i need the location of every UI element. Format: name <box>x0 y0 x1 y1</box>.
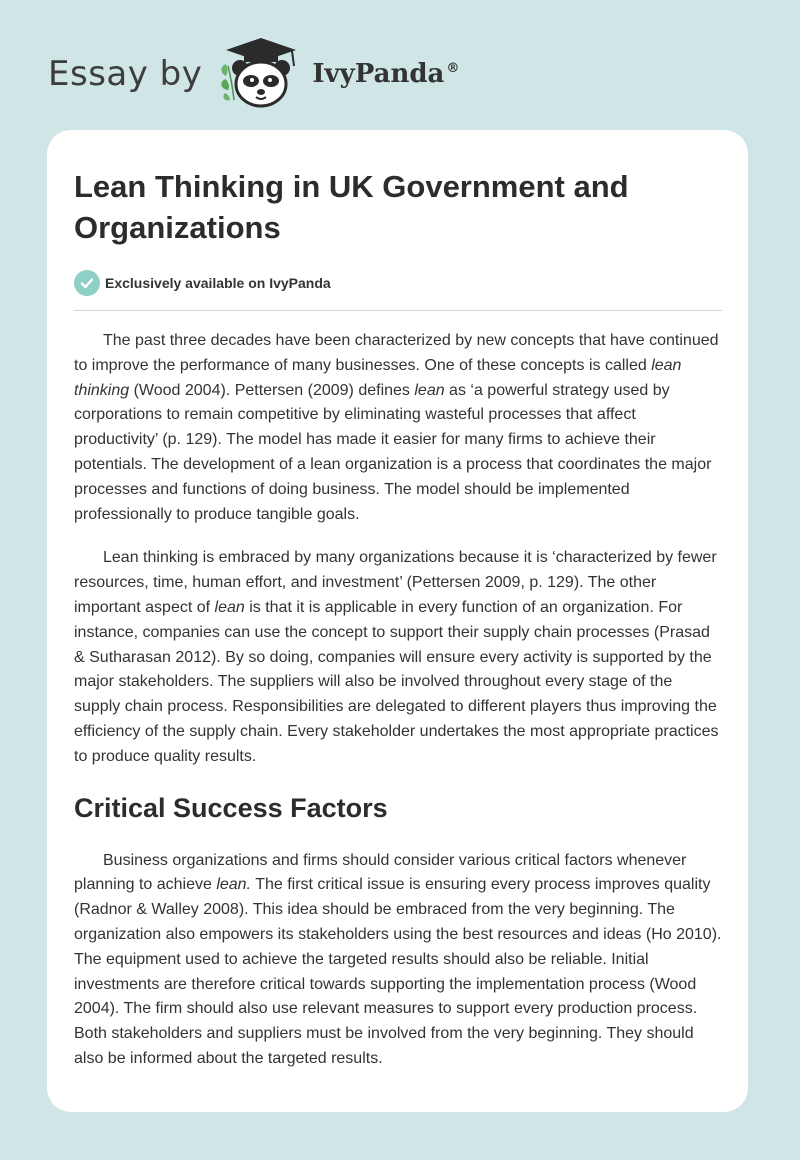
registered-mark: ® <box>446 61 460 77</box>
ivypanda-logo-icon[interactable] <box>216 34 306 114</box>
check-icon <box>74 270 100 296</box>
article-card <box>47 130 748 1112</box>
exclusive-badge <box>74 268 722 298</box>
paragraph-1: The past three decades have been characterized by new concepts that have continued to improve the performance of many businesses. One of these concepts is called lean thinking (Wood 2004). Pettersen (2009) defines lean as ‘a powerful strategy used by corporations to remain competitive by eliminating wasteful processes that affect productivity’ (p. 129). The model has made it easier for many firms to achieve their potentials. The development of a lean organization is a process that coordinates the major processes and functions of doing business. The model should be implemented professionally to produce tangible goals. <box>74 332 719 523</box>
paragraph-3: Business organizations and firms should consider various critical factors whenever planning to achieve lean. The first critical issue is ensuring every process improves quality (Radnor & Walley 2008). This idea should be embraced from the very beginning. The organization also empowers its stakeholders using the best resources and ideas (Ho 2010). The equipment used to achieve the targeted results should also be reliable. Initial investments are therefore critical towards supporting the implementation process (Wood 2004). The firm should also use relevant measures to support every production process. Both stakeholders and suppliers must be involved from the very beginning. They should also be informed about the targeted results. <box>74 851 722 1067</box>
article-title: Lean Thinking in UK Government and Organizations <box>74 169 629 245</box>
badge-label: Exclusively available on IvyPanda <box>105 275 331 291</box>
site-header <box>48 34 459 114</box>
essay-by-label: Essay by <box>48 54 203 94</box>
divider <box>74 310 722 311</box>
section-heading: Critical Success Factors <box>74 792 388 823</box>
paragraph-2: Lean thinking is embraced by many organizations because it is ‘characterized by fewer resources, time, human effort, and investment’ (Pettersen 2009, p. 129). The other important aspect of lean is that it is applicable in every function of an organization. For instance, companies can use the concept to support their supply chain processes (Prasad & Sutharasan 2012). By so doing, companies will ensure every activity is supported by the major stakeholders. The suppliers will also be involved throughout every stage of the supply chain process. Responsibilities are delegated to different players thus improving the efficiency of the supply chain. Every stakeholder undertakes the most appropriate practices to produce quality results. <box>74 549 719 765</box>
brand-name: IvyPanda ® <box>312 59 460 89</box>
